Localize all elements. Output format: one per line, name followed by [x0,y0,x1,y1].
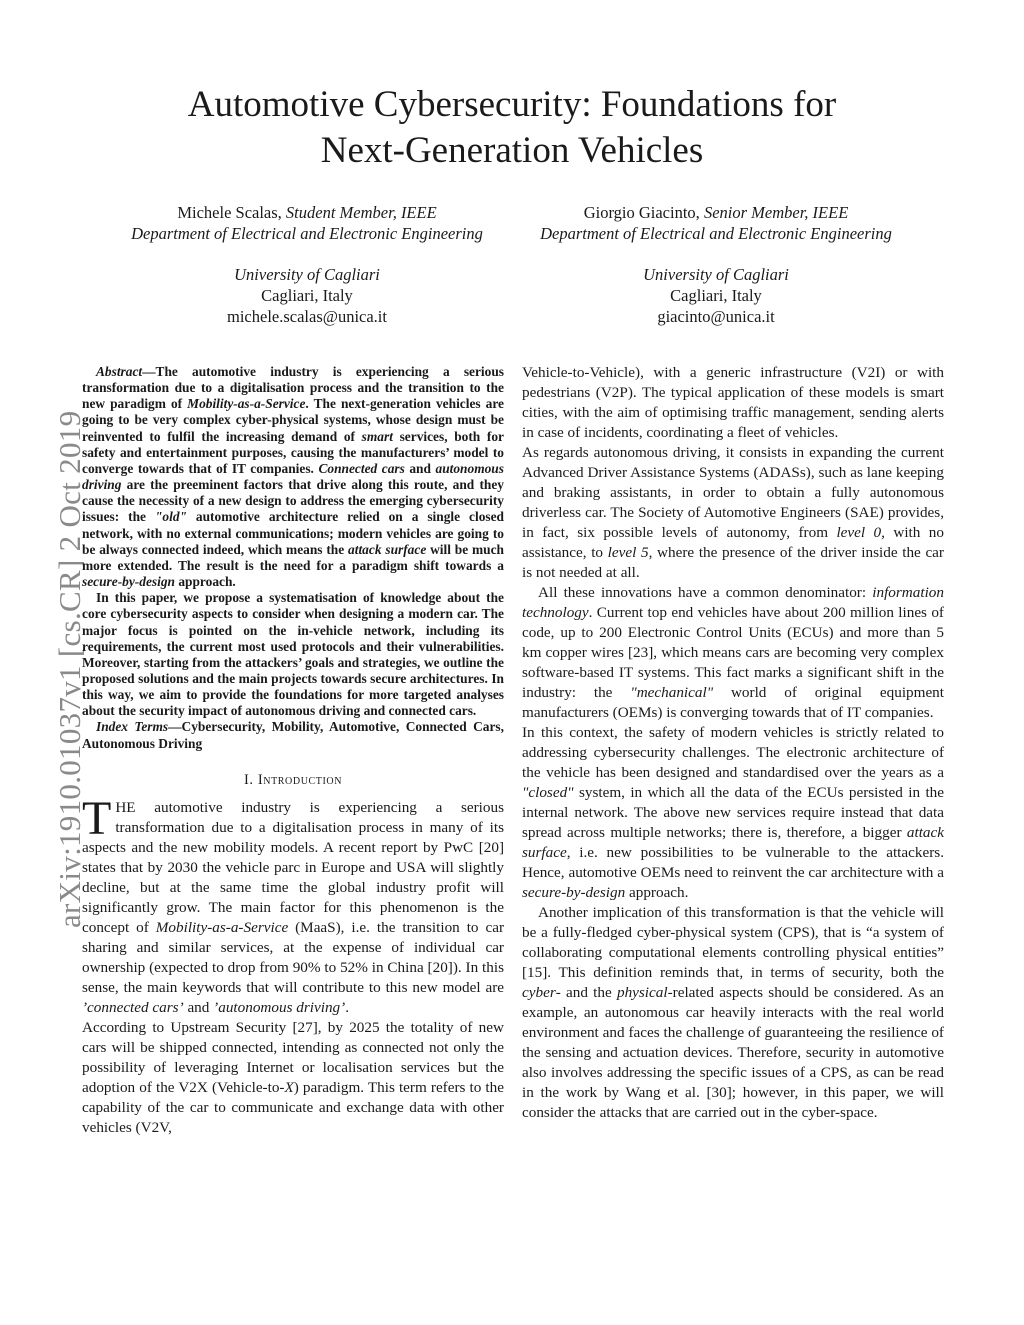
author-city: Cagliari, Italy [670,286,762,305]
right-paragraph-5: Another implication of this transformation is that the vehicle will be a fully-fledged cyber-physical system (CPS), that is “a system of collaborating computational elements controlling physical entities” [15]. This definition reminds that, in terms of security, both the cyber- and the physical-related aspects should be considered. As an example, an autonomous car heavily interacts with the real world environment and faces the challenge of guaranteeing the resilience of the sensing and actuation devices. Therefore, security in automotive also involves addressing the specific issues of a CPS, as can be read in the work by Wang et al. [30]; however, in this paper, we will consider the attacks that are carried out in the cyber-space. [522,904,944,1121]
author-block-1 [87,202,527,327]
paper-title [0,82,1024,174]
author-email: michele.scalas@unica.it [227,307,387,326]
right-paragraph-1: Vehicle-to-Vehicle), with a generic infrastructure (V2I) or with pedestrians (V2P). The typical application of these models is smart cities, with the aim of optimising traffic management, sending alerts in case of incidents, coordinating a fleet of vehicles. [522,364,944,441]
author-block-2 [496,202,936,327]
arxiv-stamp: arXiv:1910.01037v1 [cs.CR] 2 Oct 2019 [52,410,87,928]
author-department: Department of Electrical and Electronic Engineering [131,224,483,243]
author-name: Giorgio Giacinto, [583,203,704,222]
author-name-line [87,202,527,223]
index-terms-label: Index Terms [96,719,169,735]
drop-cap: T [82,791,112,845]
abstract-label: Abstract [96,364,143,379]
author-name-line [496,202,936,223]
abstract-paragraph-2: In this paper, we propose a systematisation of knowledge about the core cybersecurity aspects to consider when designing a modern car. The major focus is pointed on the in-vehicle network, including its requirements, the current most used protocols and their vulnerabilities. Moreover, starting from the attackers’ goals and strategies, we outline the proposed solutions and the main projects towards secure architectures. In this way, we aim to provide the foundations for more targeted analyses about the security impact of autonomous driving and connected cars. [82,590,504,719]
author-university: University of Cagliari [234,265,380,284]
author-email: giacinto@unica.it [657,307,775,326]
title-line-1: Automotive Cybersecurity: Foundations for [187,84,837,125]
author-department: Department of Electrical and Electronic Engineering [540,224,892,243]
abstract-paragraph-1: Abstract—The automotive industry is experiencing a serious transformation due to a digitalisation process and the transition to the new paradigm of Mobility-as-a-Service. The next-generation vehicles are going to be very complex cyber-physical systems, whose design must be reinvented to fulfil the increasing demand of smart services, both for safety and entertainment purposes, causing the manufacturers’ model to converge towards that of IT companies. Connected cars and autonomous driving are the preeminent factors that drive along this route, and they cause the necessity of a new design to address the emerging cybersecurity issues: the "old" automotive architecture relied on a single closed network, with no external communications; modern vehicles are going to be always connected indeed, which means the attack surface will be much more extended. The result is the need for a paradigm shift towards a secure-by-design approach. [82,364,505,590]
intro-paragraph-2: According to Upstream Security [27], by 2025 the totality of new cars will be shipped connected, intending as connected not only the possibility of leveraging Internet or localisation services but the adoption of the V2X (Vehicle-to-X) paradigm. This term refers to the capability of the car to communicate and exchange data with other vehicles (V2V, [82,1018,504,1136]
section-heading-introduction: I. Introduction [243,771,343,788]
intro-paragraph-1: THE automotive industry is experiencing a serious transformation due to a digitalisation process in many of its aspects and the new mobility models. A recent report by PwC [20] states that by 2030 the vehicle parc in Europe and USA will slightly decline, but at the same time the global industry profit will significantly grow. The main factor for this phenomenon is the concept of Mobility-as-a-Service (MaaS), i.e. the transition to car sharing and similar services, at the expense of individual car ownership (expected to drop from 90% to 52% in China [20]). In this sense, the main keywords that will contribute to this new model are ’connected cars’ and ’autonomous driving’. [82,791,504,1016]
right-paragraph-2: As regards autonomous driving, it consists in expanding the current Advanced Driver Assistance Systems (ADASs), such as lane keeping and braking assistants, in order to obtain a fully autonomous driverless car. The Society of Automotive Engineers (SAE) provides, in fact, six possible levels of autonomy, from level 0, with no assistance, to level 5, where the presence of the driver inside the car is not needed at all. [522,444,944,581]
right-column [522,363,944,1123]
index-terms: Index Terms—Cybersecurity, Mobility, Automotive, Connected Cars, Autonomous Driving [82,719,504,751]
introduction-body [82,791,504,1138]
left-column [82,364,504,1138]
author-name: Michele Scalas, [177,203,286,222]
right-paragraph-4: In this context, the safety of modern vehicles is strictly related to addressing cybersecurity challenges. The electronic architecture of the vehicle has been designed and standardised over the years as a "closed" system, in which all the data of the ECUs persisted in the internal network. The above new services require instead that data spread across multiple networks; there is, therefore, a bigger attack surface, i.e. new possibilities to be vulnerable to the attackers. Hence, automotive OEMs need to reinvent the car architecture with a secure-by-design approach. [522,724,944,901]
author-role: Student Member, IEEE [285,203,437,222]
abstract [82,364,504,752]
author-city: Cagliari, Italy [261,286,353,305]
author-university: University of Cagliari [643,265,789,284]
title-line-2: Next-Generation Vehicles [320,130,704,171]
right-paragraph-3: All these innovations have a common denominator: information technology. Current top end vehicles have about 200 million lines of code, up to 200 Electronic Control Units (ECUs) and more than 5 km copper wires [23], which means cars are becoming very complex software-based IT systems. This fact marks a significant shift in the industry: the "mechanical" world of original equipment manufacturers (OEMs) is converging towards that of IT companies. [522,584,944,721]
author-role: Senior Member, IEEE [703,203,849,222]
